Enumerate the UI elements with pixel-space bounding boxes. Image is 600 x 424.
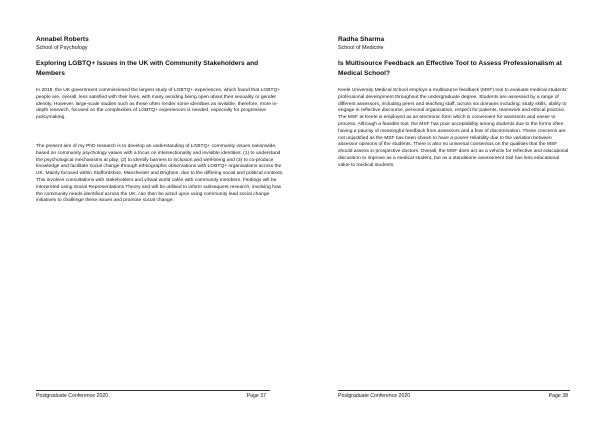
footer-page-number: Page 37 [246,393,266,399]
footer-divider [338,390,570,391]
author-school: School of Medicine [338,45,384,51]
abstract-title: Exploring LGBTQ+ Issues in the UK with Community Stakeholders and Members [36,60,259,77]
abstract-paragraph-1: In 2018, the UK government commissioned the largest study of LGBTQ+ experiences, which found that LGBTQ+ people are, overall, less satisfied with their lives, with many avoiding being open about their sexuality or gender identity. However, large-scale studies such as these often render some identities as invisible, therefore, more in-depth research, focused on the complexities of LGBTQ+ experiences is needed, especially for progressive policymaking. [36,88,281,121]
footer-page-number: Page 38 [548,393,568,399]
abstract-paragraph-1: Keele University Medical School employs a multisource feedback (MSF) tool to evaluate medical students' professional development throughout the undergraduate degree. Students are assessed by a range of different assessors, including peers and teaching staff, across six domains including; study skills, ability to engage in reflective discourse, personal organisation, respect for patients, teamwork and ethical practice. The MSF at Keele is employed as an electronic form which is convenient for assessors and easier to process. Although a feasible tool, the MSF has poor acceptability among students due to the forms often having a paucity of meaningful feedback from assessors and a fear of discrimination. These concerns are not unjustified as the MSF has been shown to have a poorer reliability due to the variation between assessor opinions of the students. There is also no universal consensus on the qualities that the MSF should assess in prospective doctors. Overall, the MSF does act as a vehicle for reflective and educational discussion to improve as a medical student, but as a standalone assessment tool has less educational value to medical students. [338,88,569,168]
abstract-title: Is Multisource Feedback an Effective Tool to Assess Professionalism at Medical School? [338,60,562,77]
footer-conference: Postgraduate Conference 2020 [36,393,109,399]
footer-divider [36,390,270,391]
footer-conference: Postgraduate Conference 2020 [338,393,411,399]
author-name: Radha Sharma [338,36,385,43]
author-school: School of Psychology [36,45,88,51]
page-right [300,0,600,424]
abstract-paragraph-2: The present aim of my PhD research is to develop an understanding of LGBTQ+ community issues nationwide, based on community psychology values with a focus on intersectionality and invisible identities; (1) to understand the psychological mechanisms at play, (2) to identify barriers to inclusion and well-being and (3) to co-produce knowledge and facilitate social change through ethnographic observations with LGBTQ+ organisations across the UK. Mainly focused within Staffordshire, Manchester and Brighton, due to the differing social and political contexts. This involves consultations with stakeholders and virtual world cafés with community members. Findings will be interpreted using Social Representations Theory and will be utilised to inform subsequent research, involving how the community needs identified across the UK, can then be acted upon using community lead social change initiatives to challenge these issues and promote social change. [36,144,284,204]
author-name: Annabel Roberts [36,36,89,43]
